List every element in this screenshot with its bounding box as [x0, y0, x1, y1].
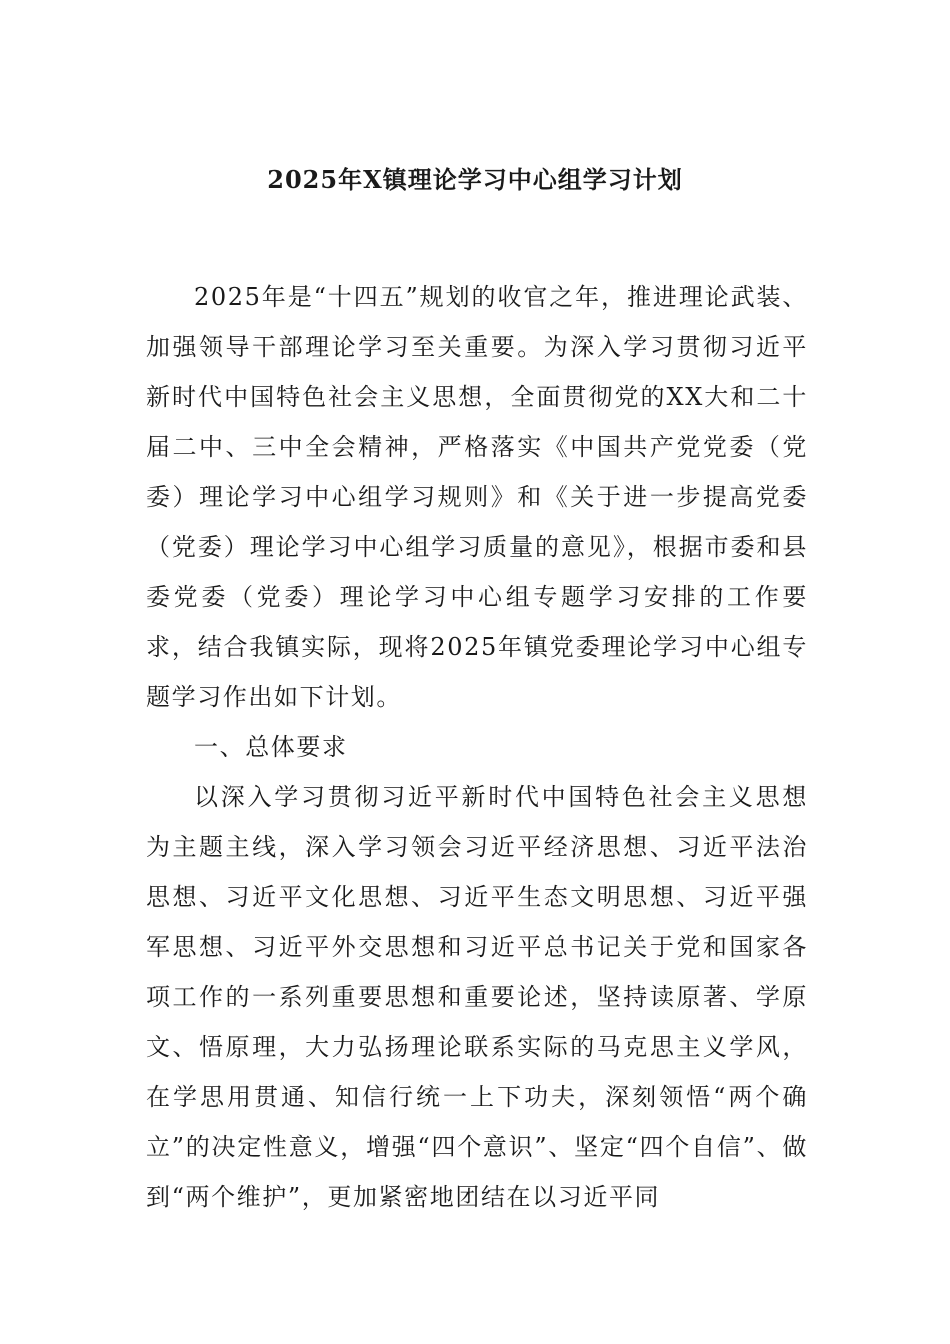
document-body: [146, 272, 808, 1222]
document-title: 2025年X镇理论学习中心组学习计划: [267, 165, 683, 194]
section-paragraph-overall-requirements: 以深入学习贯彻习近平新时代中国特色社会主义思想为主题主线，深入学习领会习近平经济思想、习近平法治思想、习近平文化思想、习近平生态文明思想、习近平强军思想、习近平外交思想和习近平总书记关于党和国家各项工作的一系列重要思想和重要论述，坚持读原著、学原文、悟原理，大力弘扬理论联系实际的马克思主义学风，在学思用贯通、知信行统一上下功夫，深刻领悟“两个确立”的决定性意义，增强“四个意识”、坚定“四个自信”、做到“两个维护”，更加紧密地团结在以习近平同: [146, 783, 808, 1211]
section-heading-overall-requirements: 一、总体要求: [194, 733, 348, 761]
intro-paragraph: 2025年是“十四五”规划的收官之年，推进理论武装、加强领导干部理论学习至关重要。为深入学习贯彻习近平新时代中国特色社会主义思想，全面贯彻党的XX大和二十届二中、三中全会精神，严格落实《中国共产党党委（党委）理论学习中心组学习规则》和《关于进一步提高党委（党委）理论学习中心组学习质量的意见》，根据市委和县委党委（党委）理论学习中心组专题学习安排的工作要求，结合我镇实际，现将2025年镇党委理论学习中心组专题学习作出如下计划。: [146, 283, 808, 711]
